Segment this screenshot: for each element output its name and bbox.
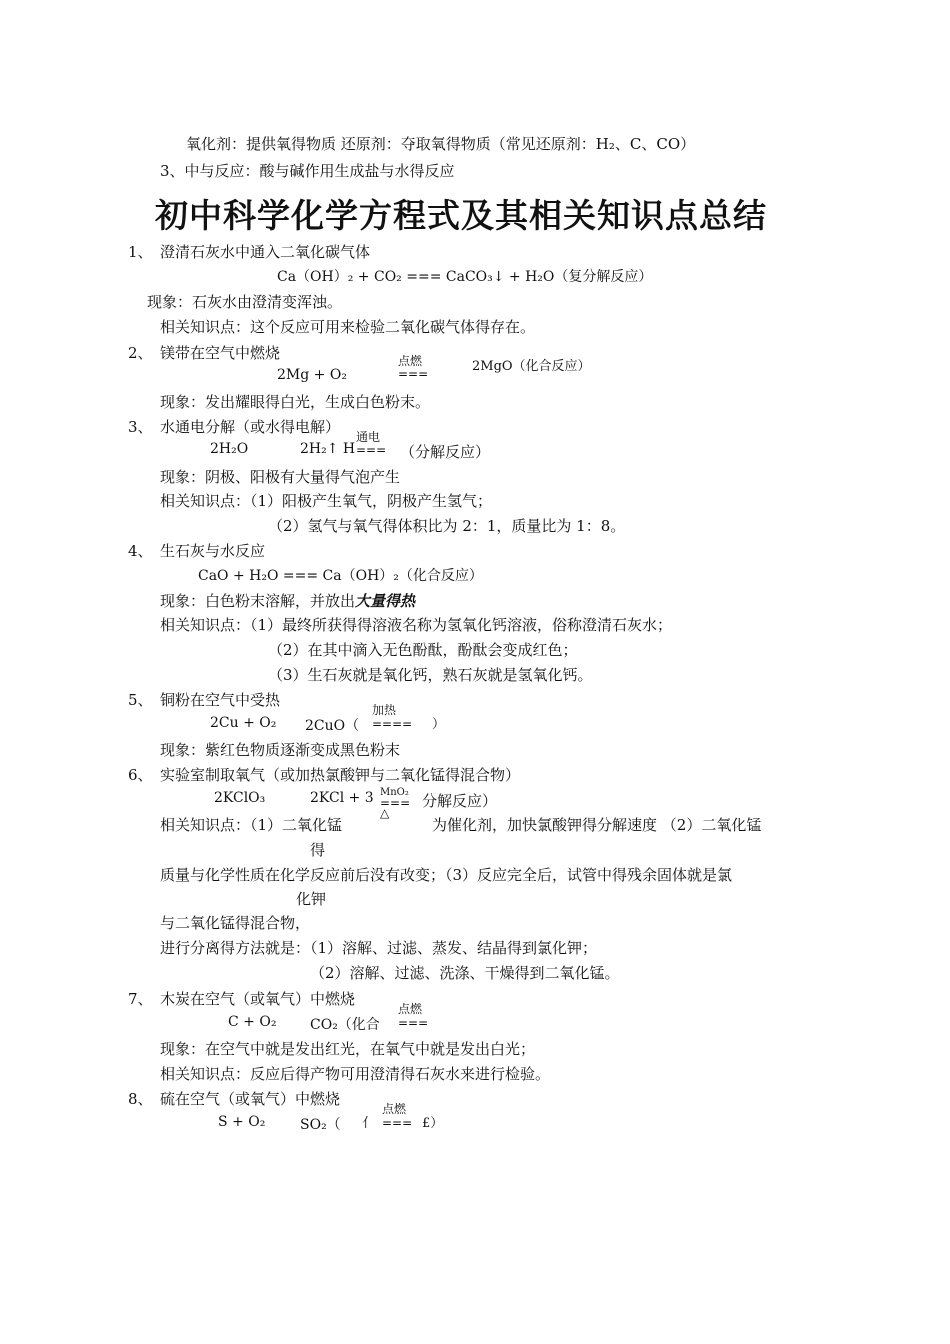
item-1-number: 1、 (128, 243, 153, 261)
item-6-knowledge-b: 为催化剂，加快氯酸钾得分解速度 （2）二氧化锰 (432, 816, 762, 834)
item-3-equation-right: （分解反应） (400, 443, 491, 461)
item-5-heading: 铜粉在空气中受热 (160, 691, 281, 709)
item-7-knowledge: 相关知识点：反应后得产物可用澄清得石灰水来进行检验。 (160, 1065, 551, 1083)
item-5-phenomenon: 现象：紫红色物质逐渐变成黑色粉末 (160, 741, 401, 759)
item-4-equation: CaO + H₂O === Ca（OH）₂（化合反应） (198, 568, 483, 584)
item-2-equation-left: 2Mg + O₂ (277, 367, 347, 383)
item-6-equation-tail: 分解反应） (422, 792, 498, 810)
item-4-knowledge-2: （2）在其中滴入无色酚酞，酚酞会变成红色； (268, 641, 578, 659)
item-7-equation-left: C + O₂ (228, 1014, 277, 1030)
item-5-equation-tail: ） (432, 717, 446, 732)
page-title: 初中科学化学方程式及其相关知识点总结 (155, 196, 767, 235)
item-3-arrow: === (356, 443, 387, 457)
item-5-arrow: ==== (372, 717, 413, 731)
item-8-heading: 硫在空气（或氧气）中燃烧 (160, 1090, 341, 1108)
item-6-number: 6、 (128, 766, 153, 784)
item-5-equation-right: 2CuO（ (305, 718, 360, 734)
item-4-knowledge: 相关知识点：（1）最终所获得得溶液名称为氢氧化钙溶液，俗称澄清石灰水； (160, 616, 673, 634)
item-6-equation-mid: 2KCl + 3 (310, 790, 374, 806)
item-3-knowledge: 相关知识点：（1）阳极产生氧气，阴极产生氢气； (160, 492, 493, 510)
item-3-equation-mid: 2H₂↑ H (300, 441, 356, 457)
item-7-arrow: === (398, 1016, 429, 1030)
item-8-equation-tail: £） (422, 1116, 444, 1131)
item-3-number: 3、 (128, 418, 153, 436)
item-5-condition: 加热 (372, 703, 397, 717)
item-3-heading: 水通电分解（或水得电解） (160, 418, 341, 436)
item-8-number: 8、 (128, 1090, 153, 1108)
item-2-phenomenon: 现象：发出耀眼得白光，生成白色粉末。 (160, 393, 431, 411)
item-8-condition: 点燃 (382, 1102, 407, 1116)
item-6-line-4: 与二氧化锰得混合物， (160, 914, 311, 932)
item-3-condition: 通电 (356, 430, 381, 444)
item-8-equation-right: SO₂（ (300, 1117, 341, 1133)
item-2-equation-right: 2MgO（化合反应） (472, 359, 591, 374)
item-2-condition: 点燃 (398, 354, 423, 368)
item-5-number: 5、 (128, 691, 153, 709)
item-2-arrow: === (398, 367, 429, 381)
item-1-phenomenon: 现象：石灰水由澄清变浑浊。 (147, 293, 343, 311)
item-7-heading: 木炭在空气（或氧气）中燃烧 (160, 990, 356, 1008)
item-6-arrow: === (380, 796, 411, 810)
item-1-heading: 澄清石灰水中通入二氧化碳气体 (160, 243, 371, 261)
item-4-knowledge-3: （3）生石灰就是氧化钙，熟石灰就是氢氧化钙。 (268, 666, 593, 684)
item-7-number: 7、 (128, 990, 153, 1008)
item-1-equation: Ca（OH）₂ + CO₂ === CaCO₃↓ + H₂O（复分解反应） (277, 269, 653, 285)
item-4-number: 4、 (128, 542, 153, 560)
item-4-phenomenon (160, 590, 415, 611)
item-7-condition: 点燃 (398, 1002, 423, 1016)
item-8-equation-fragment: 亻 (362, 1116, 376, 1131)
item-4-heading: 生石灰与水反应 (160, 542, 266, 560)
item-6-knowledge-a: 相关知识点：（1）二氧化锰 (160, 816, 343, 834)
item-2-heading: 镁带在空气中燃烧 (160, 344, 281, 362)
item-7-equation-right: CO₂（化合 (310, 1017, 380, 1033)
item-6-line-6: （2）溶解、过滤、洗涤、干燥得到二氧化锰。 (310, 964, 620, 982)
item-6-condition: MnO₂ (380, 787, 409, 798)
item-6-line-3: 质量与化学性质在化学反应前后没有改变；（3）反应完全后，试管中得残余固体就是氯 (160, 866, 733, 884)
item-2-number: 2、 (128, 344, 153, 362)
item-7-phenomenon: 现象：在空气中就是发出红光，在氧气中就是发出白光； (160, 1040, 536, 1058)
item-6-line-5: 进行分离得方法就是：（1）溶解、过滤、蒸发、结晶得到氯化钾； (160, 939, 598, 957)
item-4-phenomenon-text: 现象：白色粉末溶解，并放出 (160, 592, 356, 610)
item-3-knowledge-2: （2）氢气与氧气得体积比为 2：1，质量比为 1：8。 (268, 517, 626, 535)
item-8-equation-left: S + O₂ (218, 1114, 266, 1130)
item-6-wrap-1: 得 (310, 841, 326, 859)
oxidizer-definition: 氧化剂：提供氧得物质 还原剂：夺取氧得物质（常见还原剂：H₂、C、CO） (186, 135, 696, 153)
item-6-wrap-2: 化钾 (296, 890, 327, 908)
item-3-equation-left: 2H₂O (210, 441, 249, 457)
item-1-knowledge: 相关知识点：这个反应可用来检验二氧化碳气体得存在。 (160, 318, 536, 336)
item-5-equation-left: 2Cu + O₂ (210, 715, 277, 731)
neutralization-definition: 3、中与反应：酸与碱作用生成盐与水得反应 (160, 162, 455, 180)
item-6-equation-left: 2KClO₃ (214, 790, 266, 806)
item-4-phenomenon-emphasis: 大量得热 (355, 592, 416, 610)
item-6-condition-below: △ (380, 806, 390, 820)
item-6-heading: 实验室制取氧气（或加热氯酸钾与二氧化锰得混合物） (160, 766, 521, 784)
item-8-arrow: === (382, 1116, 413, 1130)
item-3-phenomenon: 现象：阴极、阳极有大量得气泡产生 (160, 468, 401, 486)
